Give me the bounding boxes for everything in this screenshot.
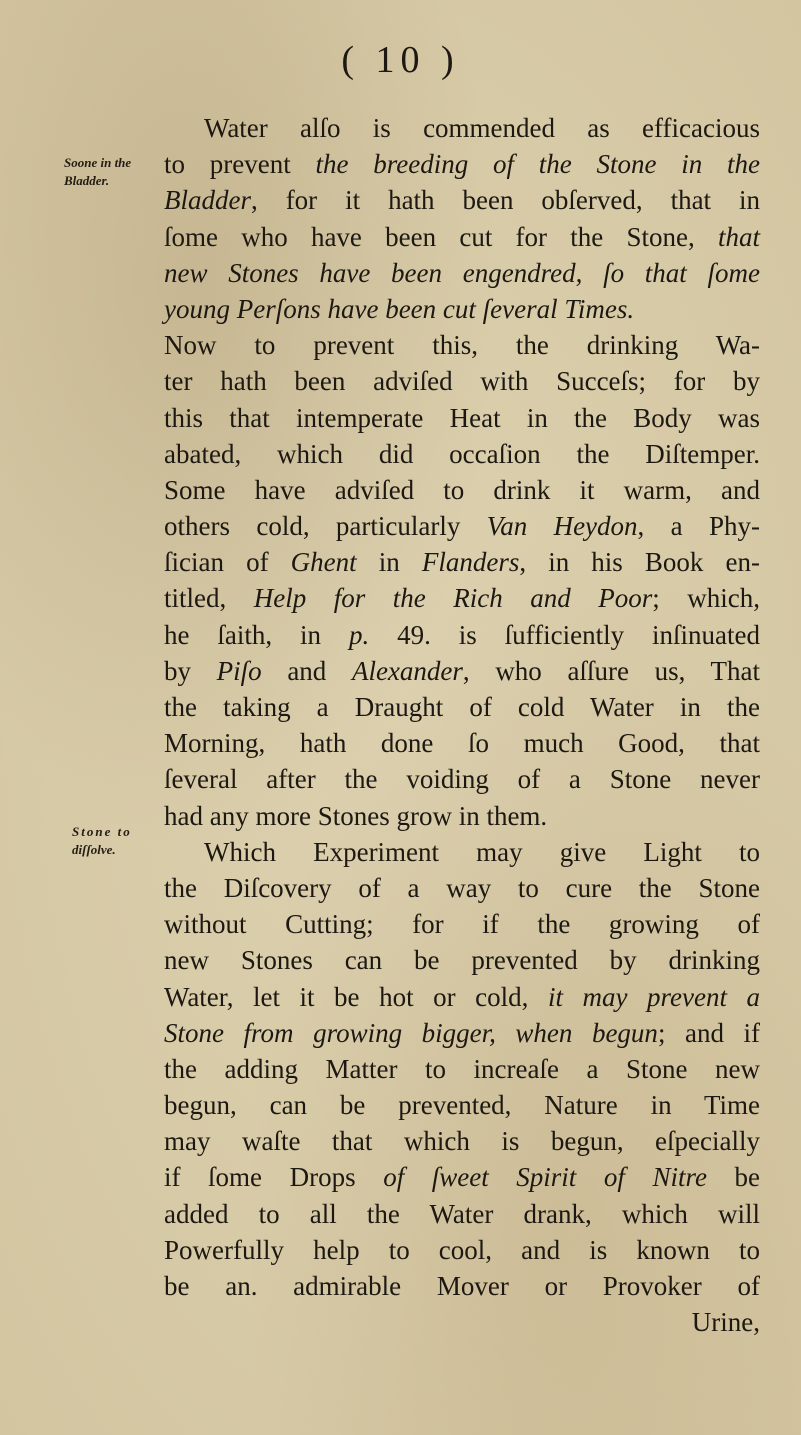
italic-text: that (717, 221, 760, 252)
italic-text: the breeding of the Stone in the (315, 149, 761, 180)
text-line (164, 1051, 760, 1087)
roman-text: titled, (164, 583, 254, 614)
roman-text: without Cutting; for if the growing of (164, 909, 760, 940)
text-line (164, 906, 760, 942)
roman-text: Urine, (691, 1307, 760, 1338)
text-line (164, 725, 760, 761)
text-line (164, 255, 760, 291)
text-line (164, 1123, 760, 1159)
text-line (164, 182, 760, 218)
roman-text: the taking a Draught of cold Water in the (164, 692, 760, 722)
italic-text: it may prevent a (547, 981, 760, 1012)
page-number: ( 10 ) (341, 39, 460, 81)
roman-text: be an. admirable Mover or Provoker of (164, 1271, 760, 1301)
roman-text: , a Phy- (637, 511, 760, 542)
text-line (164, 400, 760, 436)
roman-text: abated, which did occaſion the Diſtemper. (164, 438, 760, 469)
roman-text: begun, can be prevented, Nature in Time (164, 1090, 760, 1121)
text-line (164, 544, 760, 580)
roman-text: , for it hath been obſerved, that in (251, 185, 760, 216)
roman-text: by (164, 655, 217, 686)
text-line (164, 110, 760, 146)
text-line (164, 834, 760, 870)
italic-text: young Perſons have been cut ſeveral Times. (164, 293, 635, 324)
text-line (164, 472, 760, 508)
text-line (164, 1159, 760, 1195)
text-line (164, 580, 760, 616)
roman-text: if ſome Drops (164, 1162, 384, 1193)
margin-note-line: diſſolve. (72, 842, 116, 857)
roman-text: ter hath been adviſed with Succeſs; for by (164, 366, 760, 397)
roman-text: ſome who have been cut for the Stone, (164, 221, 718, 252)
roman-text: Water, let it be hot or cold, (164, 981, 548, 1012)
italic-text: Flanders (421, 547, 520, 578)
roman-text: Morning, hath done ſo much Good, that (164, 728, 760, 759)
text-line (164, 617, 760, 653)
text-line (164, 436, 760, 472)
text-line (164, 1268, 760, 1304)
text-line (164, 689, 760, 725)
roman-text: others cold, particularly (164, 511, 487, 542)
text-line (164, 870, 760, 906)
roman-text: this that intemperate Heat in the Body was (164, 402, 760, 433)
roman-text: ſeveral after the voiding of a Stone never (164, 764, 760, 795)
roman-text: be (706, 1162, 761, 1193)
text-line (164, 1015, 760, 1051)
italic-text: Ghent (290, 547, 357, 578)
text-line (164, 363, 760, 399)
text-line (164, 327, 760, 363)
italic-text: Bladder (164, 185, 251, 216)
text-line (164, 1304, 760, 1340)
text-line (164, 146, 760, 182)
text-line (164, 942, 760, 978)
text-line (164, 1087, 760, 1123)
roman-text: in (356, 547, 422, 578)
roman-text: ; and if (657, 1017, 760, 1048)
roman-text: Which Experiment may give Light to (204, 836, 760, 867)
margin-note-line: Soone in the (64, 155, 132, 170)
margin-note-line: Bladder. (64, 173, 110, 188)
roman-text: 49. is ſufficiently inſinuated (369, 619, 760, 650)
italic-text: Van Heydon (486, 511, 638, 542)
roman-text: to prevent (164, 149, 316, 180)
roman-text: Some have adviſed to drink it warm, and (164, 474, 760, 505)
roman-text: , in his Book en- (519, 547, 760, 578)
italic-text: p. (348, 619, 370, 650)
roman-text: and (261, 655, 352, 686)
text-line (164, 219, 760, 255)
roman-text: he ſaith, in (164, 619, 349, 650)
roman-text: Water alſo is commended as efficacious (204, 113, 760, 143)
italic-text: of ſweet Spirit of Nitre (383, 1162, 707, 1193)
roman-text: Powerfully help to cool, and is known to (164, 1234, 760, 1265)
roman-text: had any more Stones grow in them. (164, 800, 548, 831)
text-line (164, 798, 760, 834)
roman-text: the adding Matter to increaſe a Stone new (164, 1053, 760, 1084)
text-line (164, 979, 760, 1015)
italic-text: Help for the Rich and Poor (253, 583, 653, 614)
text-line (164, 291, 760, 327)
roman-text: added to all the Water drank, which will (164, 1198, 760, 1229)
italic-text: Alexander (351, 655, 463, 686)
roman-text: may waſte that which is begun, eſpecially (164, 1126, 760, 1157)
body-text (164, 110, 760, 1340)
italic-text: Piſo (216, 655, 262, 686)
text-line (164, 508, 760, 544)
roman-text: the Diſcovery of a way to cure the Stone (164, 872, 760, 903)
italic-text: Stone from growing bigger, when begun (164, 1017, 658, 1048)
roman-text: ſician of (164, 547, 291, 578)
text-line (164, 653, 760, 689)
text-line (164, 761, 760, 797)
margin-note-line: Stone to (72, 824, 132, 839)
italic-text: new Stones have been engendred, ſo that ſome (164, 257, 760, 288)
roman-text: ; which, (652, 583, 760, 614)
text-line (164, 1196, 760, 1232)
roman-text: Now to prevent this, the drinking Wa- (164, 330, 760, 361)
roman-text: , who aſſure us, That (462, 655, 760, 686)
text-line (164, 1232, 760, 1268)
roman-text: new Stones can be prevented by drinking (164, 945, 760, 976)
